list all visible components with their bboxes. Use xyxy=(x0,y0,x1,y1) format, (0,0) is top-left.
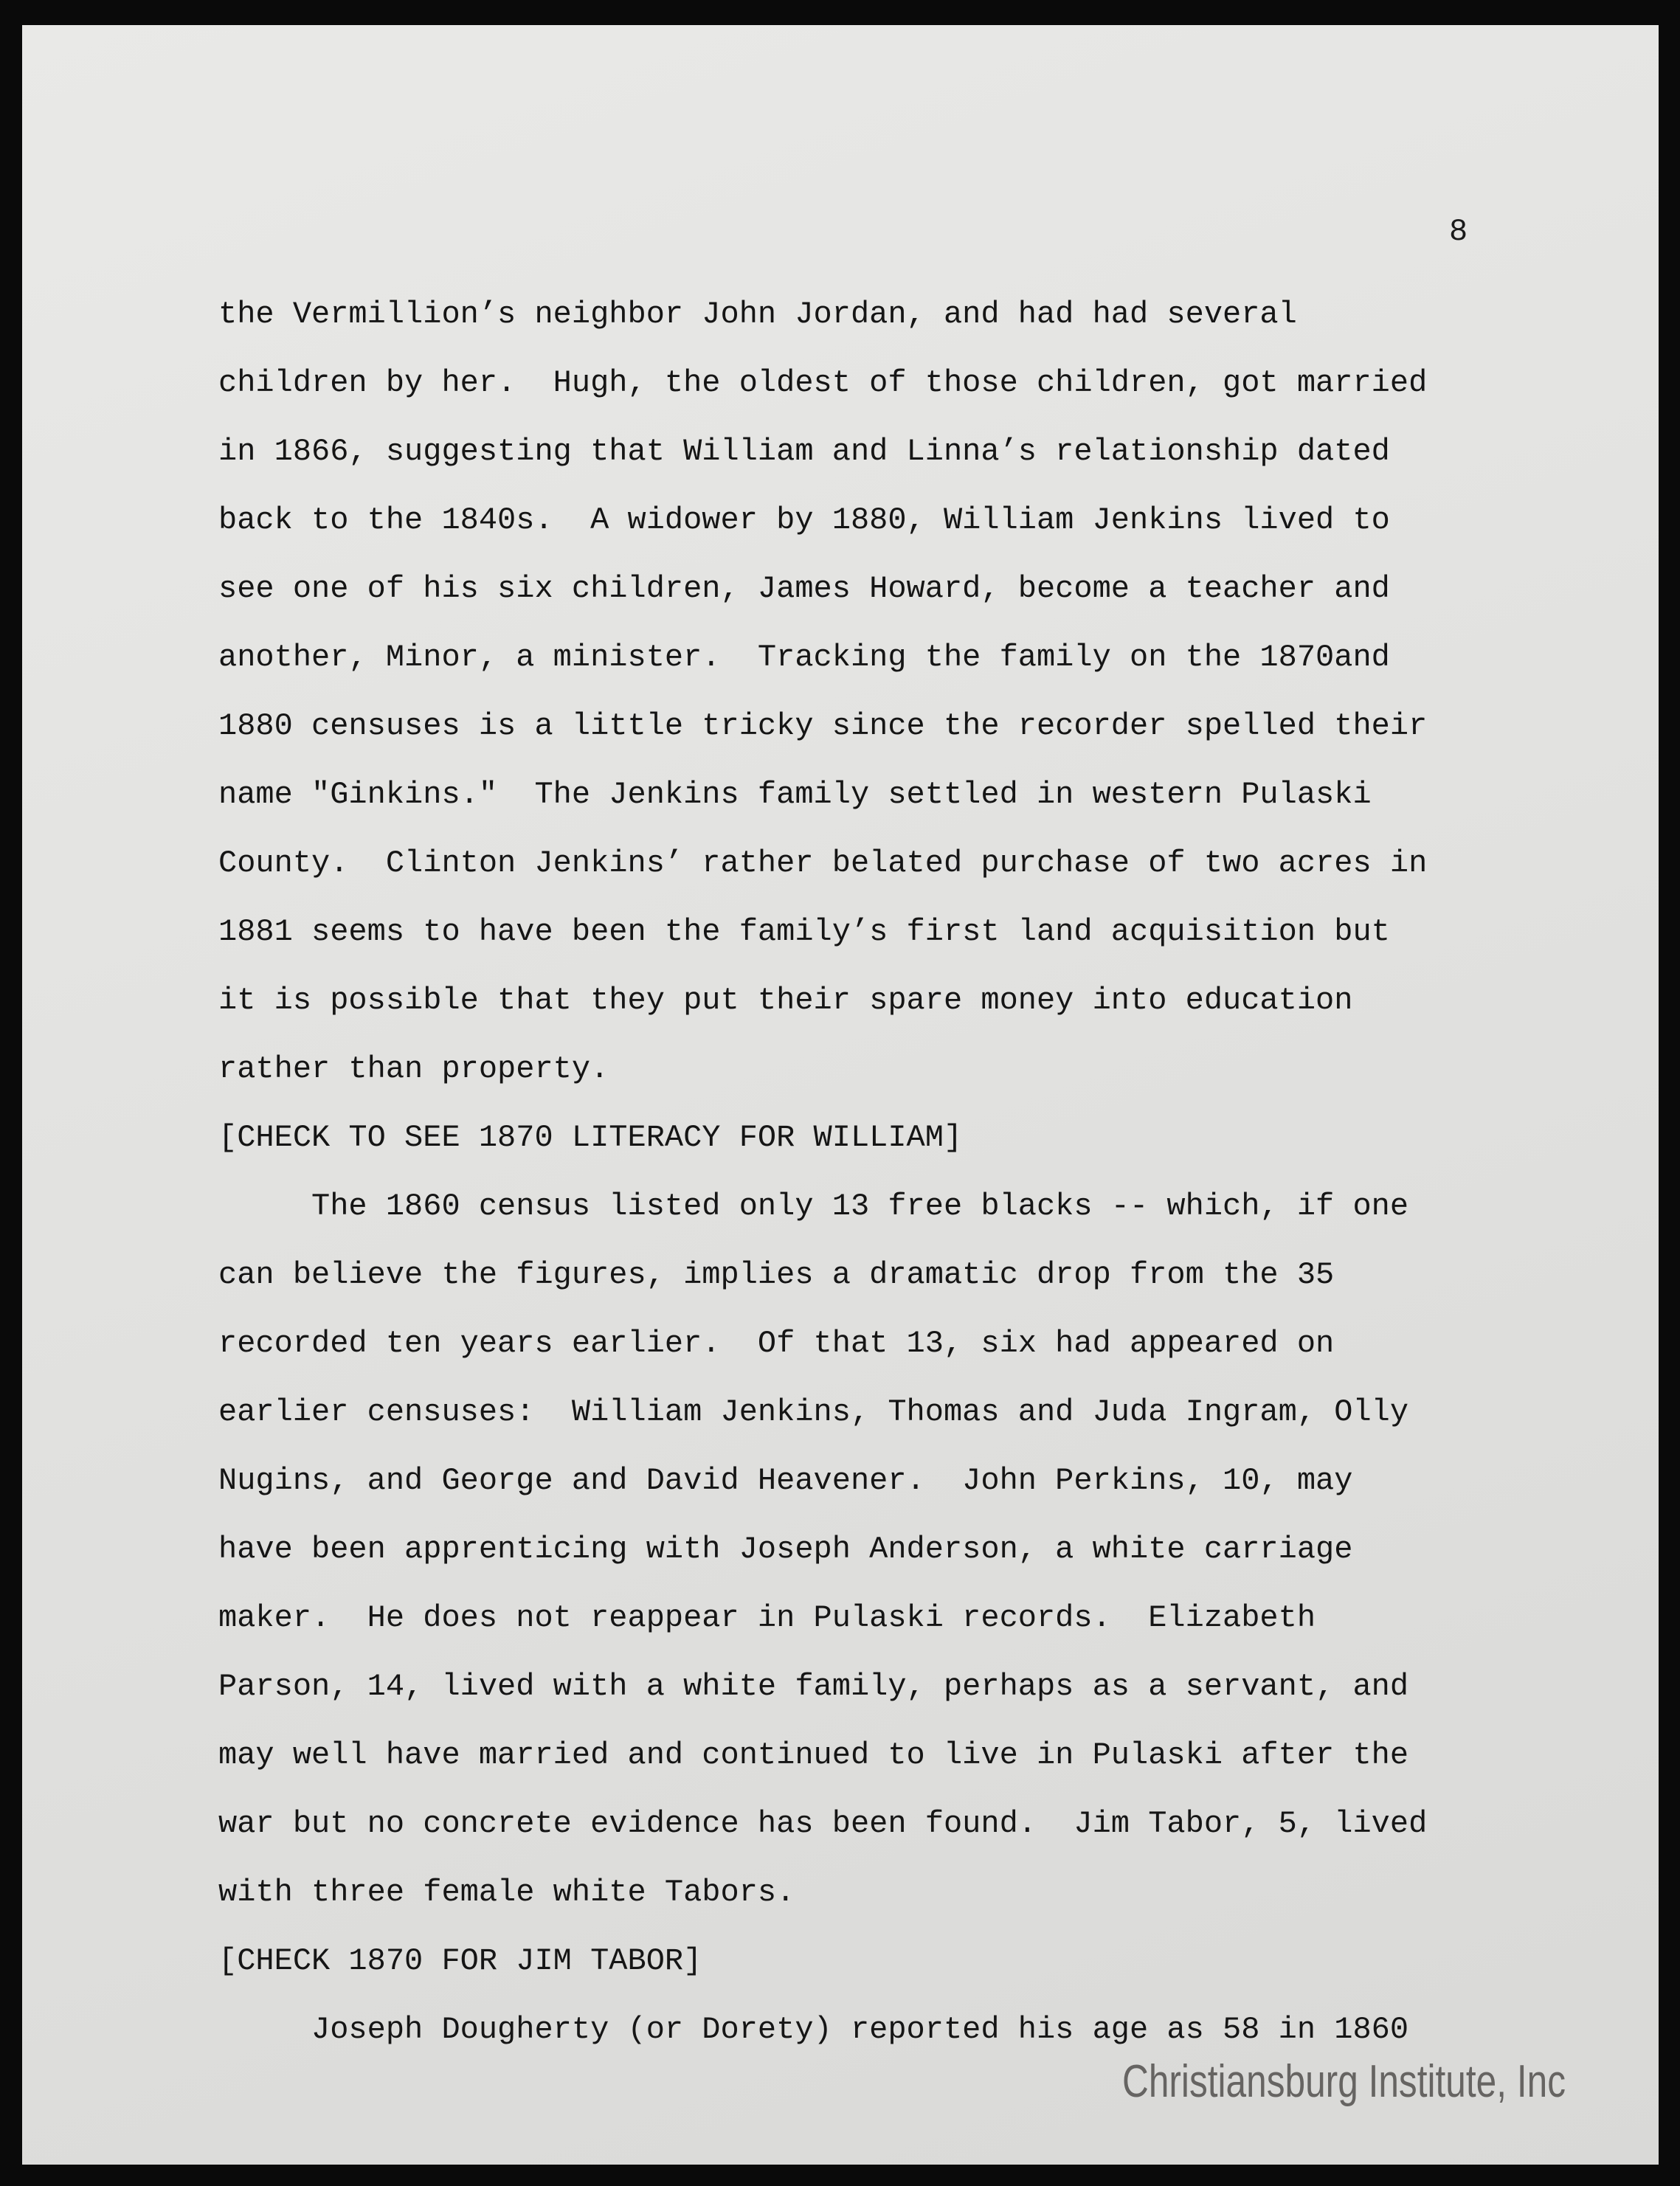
text-line: maker. He does not reappear in Pulaski records. Elizabeth xyxy=(218,1600,1316,1636)
text-line: recorded ten years earlier. Of that 13, six had appeared on xyxy=(218,1326,1335,1361)
text-line: Parson, 14, lived with a white family, perhaps as a servant, and xyxy=(218,1669,1409,1704)
text-line: The 1860 census listed only 13 free blacks -- which, if one xyxy=(218,1189,1409,1224)
document-body xyxy=(218,280,1427,2064)
text-line: can believe the figures, implies a dramatic drop from the 35 xyxy=(218,1257,1335,1293)
watermark: Christiansburg Institute, Inc xyxy=(1122,2056,1566,2107)
text-line: Joseph Dougherty (or Dorety) reported his age as 58 in 1860 xyxy=(218,2012,1409,2047)
page-number: 8 xyxy=(1449,214,1468,249)
text-line: 1880 censuses is a little tricky since the recorder spelled their xyxy=(218,708,1428,744)
editor-note: [CHECK TO SEE 1870 LITERACY FOR WILLIAM] xyxy=(218,1120,963,1155)
text-line: name "Ginkins." The Jenkins family settled in western Pulaski xyxy=(218,777,1372,812)
text-line: another, Minor, a minister. Tracking the family on the 1870and xyxy=(218,640,1390,675)
text-line: 1881 seems to have been the family’s first land acquisition but xyxy=(218,914,1390,950)
text-line: in 1866, suggesting that William and Linna’s relationship dated xyxy=(218,434,1390,469)
text-line: the Vermillion’s neighbor John Jordan, and had had several xyxy=(218,297,1297,332)
text-line: back to the 1840s. A widower by 1880, William Jenkins lived to xyxy=(218,502,1390,538)
text-line: have been apprenticing with Joseph Anderson, a white carriage xyxy=(218,1532,1353,1567)
text-line: Nugins, and George and David Heavener. John Perkins, 10, may xyxy=(218,1463,1353,1498)
text-line: County. Clinton Jenkins’ rather belated purchase of two acres in xyxy=(218,845,1428,881)
text-line: see one of his six children, James Howard, become a teacher and xyxy=(218,571,1390,606)
text-line: it is possible that they put their spare money into education xyxy=(218,983,1353,1018)
text-line: children by her. Hugh, the oldest of those children, got married xyxy=(218,365,1428,401)
editor-note: [CHECK 1870 FOR JIM TABOR] xyxy=(218,1943,702,1979)
text-line: with three female white Tabors. xyxy=(218,1875,795,1910)
text-line: may well have married and continued to live in Pulaski after the xyxy=(218,1737,1409,1773)
text-line: rather than property. xyxy=(218,1051,609,1087)
text-line: war but no concrete evidence has been found. Jim Tabor, 5, lived xyxy=(218,1806,1428,1841)
text-line: earlier censuses: William Jenkins, Thomas and Juda Ingram, Olly xyxy=(218,1394,1409,1430)
